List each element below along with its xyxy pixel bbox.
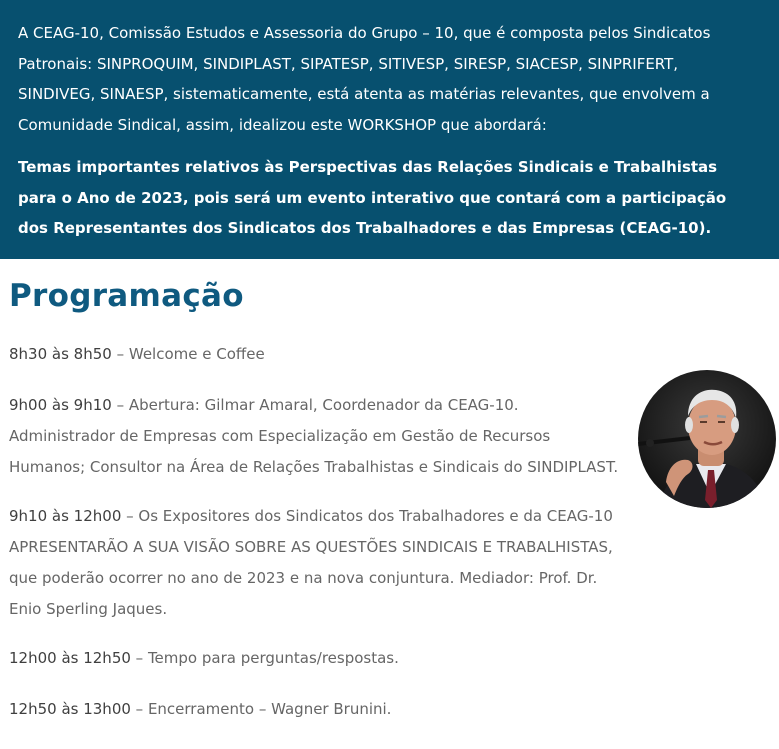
speaker-photo [638, 370, 776, 508]
program-item [9, 643, 619, 674]
program-item-text: – Welcome e Coffee [111, 345, 265, 363]
program-item [9, 501, 619, 625]
intro-paragraph: A CEAG-10, Comissão Estudos e Assessoria do Grupo – 10, que é composta pelos Sindicatos Patronais: SINPROQUIM, SINDIPLAST, SIPATESP, SITIVESP, SIRESP, SIACESP, SINPRIFERT, SINDIVEG, SINAESP, sistematicamente, está atenta as matérias relevantes, que envolvem a Comunidade Sindical, assim, idealizou este WORKSHOP que abordará: [18, 24, 711, 134]
program-item [9, 339, 619, 370]
program-item [9, 390, 619, 483]
program-item-time: 12h00 às 12h50 [9, 649, 131, 667]
speaker-portrait-illustration [638, 370, 776, 508]
intro-banner [0, 0, 779, 259]
program-item-time: 8h30 às 8h50 [9, 345, 112, 363]
program-title: Programação [9, 278, 244, 314]
program-item-time: 9h00 às 9h10 [9, 396, 112, 414]
program-item [9, 694, 619, 725]
program-item-text: – Os Expositores dos Sindicatos dos Trabalhadores e da CEAG-10 APRESENTARÃO A SUA VISÃO SOBRE AS QUESTÕES SINDICAIS E TRABALHISTAS, que poderão ocorrer no ano de 2023 e na nova conjuntura. Mediador: Prof. Dr. Enio Sperling Jaques. [9, 507, 613, 618]
program-item-text: – Encerramento – Wagner Brunini. [130, 700, 392, 718]
program-item-time: 9h10 às 12h00 [9, 507, 122, 525]
program-item-time: 12h50 às 13h00 [9, 700, 131, 718]
program-item-text: – Abertura: Gilmar Amaral, Coordenador da CEAG-10. Administrador de Empresas com Especialização em Gestão de Recursos Humanos; Consultor na Área de Relações Trabalhistas e Sindicais do SINDIPLAST. [9, 396, 619, 476]
program-item-text: – Tempo para perguntas/respostas. [130, 649, 399, 667]
intro-highlight: Temas importantes relativos às Perspectivas das Relações Sindicais e Trabalhistas para o Ano de 2023, pois será um evento interativo que contará com a participação dos Representantes dos Sindicatos dos Trabalhadores e das Empresas (CEAG-10). [18, 158, 727, 237]
